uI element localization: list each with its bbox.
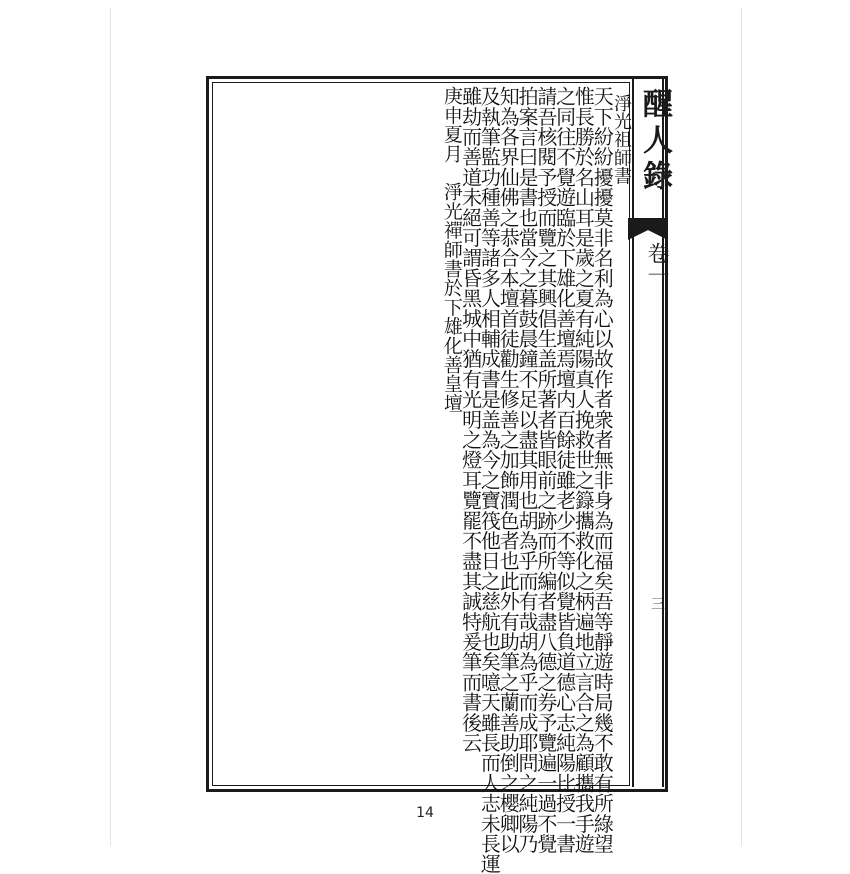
text-column: 知為各界仙佛之恭合本壇首徒勸生修善之加飾潤色者也此外有助筆之蘭善助倒之櫻卿以 (496, 86, 521, 854)
text-column: 及執筆監功種善等諸多人相輔成書是盖為今之寶筏他日之慈航也矣噫天雖長而人志未長運 (477, 86, 502, 874)
text-column: 請吾核閱予授而覽之其興倡生盖所著者皆眼前之跡而所編者盡八德之券予覽遍一過不覺 (533, 86, 558, 854)
preface-title: 淨光祖師書 (611, 94, 632, 185)
text-column: 惟長勝於名山耳是歲之夏有純陽真人挽救世之籙攜救化之柄遍地立言合之為顧攜我手遊 (571, 86, 596, 854)
text-column: 之同往不覺遊臨於下雄化善壇焉壇内百餘徒雖老少不等似覺皆負道德心志純陽比授一書 (552, 86, 577, 854)
text-column: 雖劫而善道未絕可謂昏黑城中猶有光明之燈耳覽罷不盡其誠特爰筆而書後云 (458, 86, 483, 753)
leaf-number: 三 (649, 596, 665, 610)
date-and-signature: 庚申夏月 淨光禪師書於下雄化善皇壇 (440, 86, 463, 413)
text-column: 拍案言曰是書也當今之暮鼓晨鐘不足以盡其用也胡為乎而有哉胡為乎而成耶問之純陽乃 (515, 86, 540, 854)
book-title: 醒人錄 (637, 88, 672, 196)
page-number: 14 (416, 805, 434, 821)
text-column: 天下紛紛擾擾莫非名利為心以故作者衆者無非身為而福矣吾等靜遊時局幾不敢有所綠望 (590, 86, 615, 854)
volume-label: 卷一 (644, 242, 669, 286)
